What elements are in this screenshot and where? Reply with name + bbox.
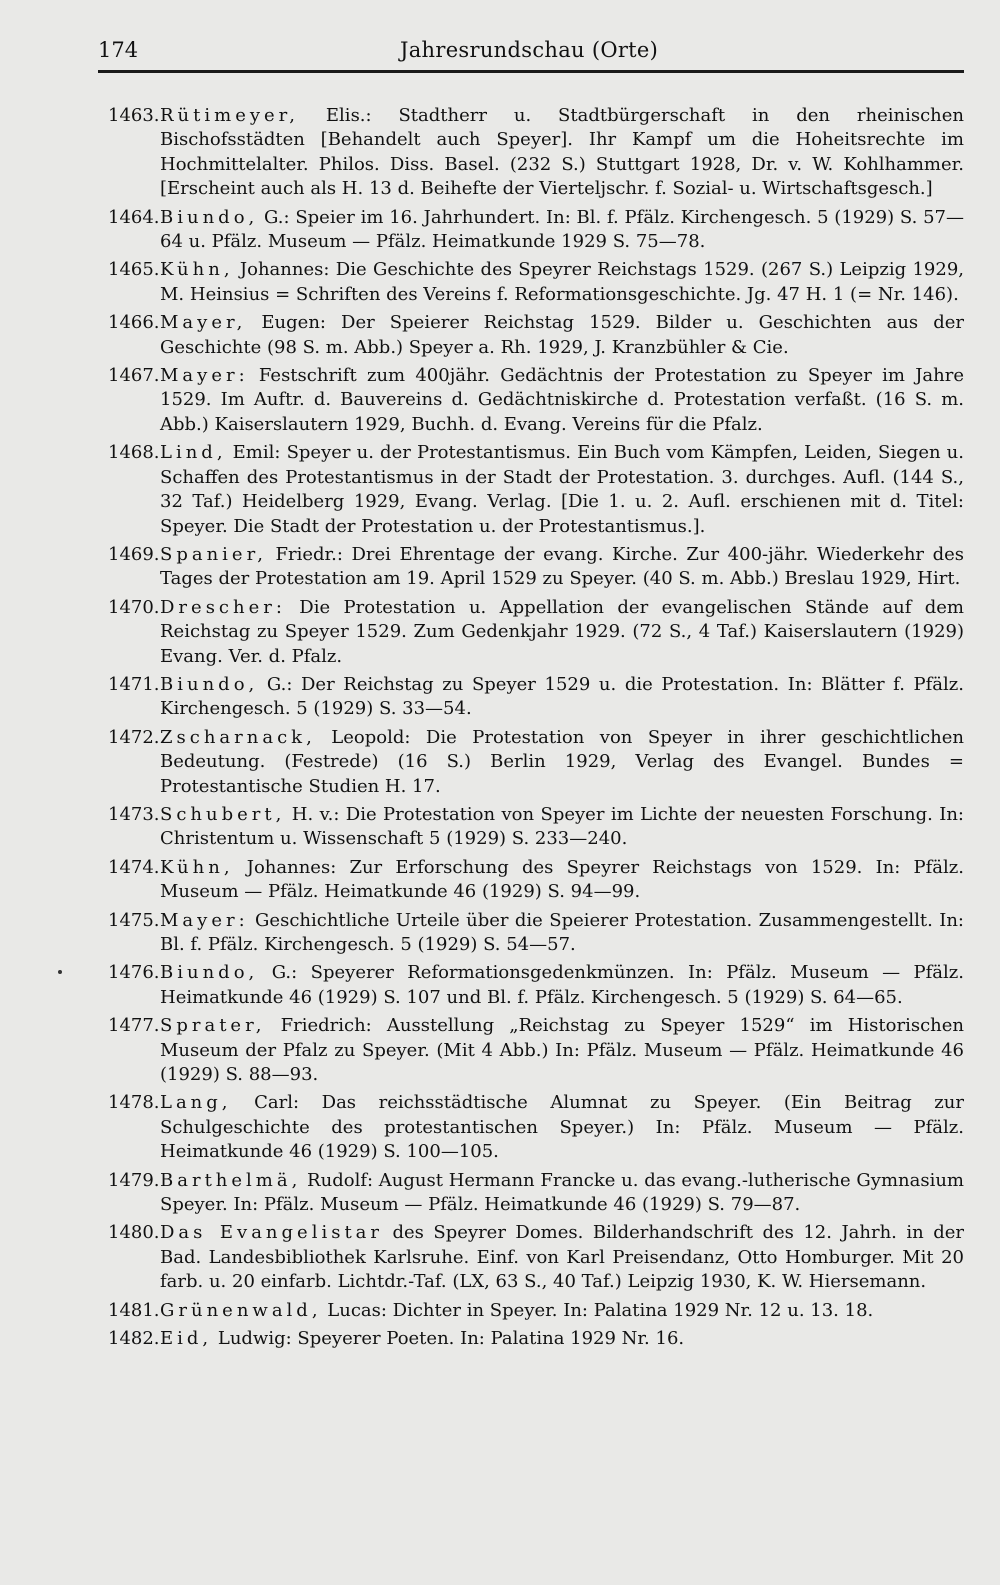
- entry-number: 1481.: [108, 1299, 160, 1321]
- entry-text: Friedr.: Drei Ehrentage der evang. Kirche. Zur 400-jähr. Wiederkehr des Tages der Protestation am 19. April 1529 zu Speyer. (40 S. m. Abb.) Breslau 1929, Hirt.: [160, 543, 964, 590]
- bibliography-entry: [108, 441, 964, 539]
- entry-text: Carl: Das reichsstädtische Alumnat zu Speyer. (Ein Beitrag zur Schulgeschichte des protestantischen Speyer.) In: Pfälz. Museum — Pfälz. Heimatkunde 46 (1929) S. 100—105.: [160, 1092, 964, 1163]
- bibliography-entry: [108, 1327, 964, 1351]
- entry-text: G.: Der Reichstag zu Speyer 1529 u. die Protestation. In: Blätter f. Pfälz. Kirchengesch. 5 (1929) S. 33—54.: [160, 673, 964, 720]
- entry-number: 1475.: [108, 909, 160, 931]
- entry-text: Festschrift zum 400jähr. Gedächtnis der Protestation zu Speyer im Jahre 1529. Im Auftr. d. Bauvereins d. Gedächtniskirche d. Protestation verfaßt. (16 S. m. Abb.) Kaiserslautern 1929, Buchh. d. Evang. Vereins für die Pfalz.: [160, 365, 964, 435]
- bibliography-entry: [108, 909, 964, 958]
- entry-author: Mayer,: [160, 312, 247, 334]
- entry-text: Johannes: Zur Erforschung des Speyrer Reichstags von 1529. In: Pfälz. Museum — Pfälz. Heimatkunde 46 (1929) S. 94—99.: [160, 856, 964, 903]
- bibliography-entry: [108, 1221, 964, 1294]
- entry-author: Lind,: [160, 442, 227, 464]
- bibliography-entry: [108, 596, 964, 669]
- entry-number: 1474.: [108, 856, 160, 878]
- entry-number: 1480.: [108, 1222, 160, 1244]
- entry-number: 1468.: [108, 442, 160, 464]
- bibliography-entry: [108, 803, 964, 852]
- entry-number: 1465.: [108, 259, 160, 281]
- entry-number: 1466.: [108, 312, 160, 334]
- entry-author: Biundo,: [160, 673, 259, 695]
- entry-number: 1482.: [108, 1328, 160, 1350]
- entry-number: 1472.: [108, 726, 160, 748]
- bibliography-entry: [108, 311, 964, 360]
- entry-text: Emil: Speyer u. der Protestantismus. Ein Buch vom Kämpfen, Leiden, Siegen u. Schaffen des Protestantismus in der Stadt der Protestation. 3. durchges. Aufl. (144 S., 32 Taf.) Heidelberg 1929, Evang. Verlag. [Die 1. u. 2. Aufl. erschienen mit d. Titel: Speyer. Die Stadt der Protestation u. der Protestantismus.].: [160, 442, 964, 537]
- entry-text: Ludwig: Speyerer Poeten. In: Palatina 1929 Nr. 16.: [212, 1328, 685, 1350]
- entry-text: Lucas: Dichter in Speyer. In: Palatina 1929 Nr. 12 u. 13. 18.: [321, 1299, 874, 1321]
- entry-text: G.: Speyerer Reformationsgedenkmünzen. In: Pfälz. Museum — Pfälz. Heimatkunde 46 (1929) S. 107 und Bl. f. Pfälz. Kirchengesch. 5 (1929) S. 64—65.: [160, 962, 964, 1008]
- bibliography-entry: [108, 1014, 964, 1087]
- entry-number: 1473.: [108, 803, 160, 825]
- entry-number: 1464.: [108, 206, 160, 228]
- entry-author: Grünenwald,: [160, 1299, 322, 1321]
- entry-text: G.: Speier im 16. Jahrhundert. In: Bl. f. Pfälz. Kirchengesch. 5 (1929) S. 57—64 u. Pfälz. Museum — Pfälz. Heimatkunde 1929 S. 75—78.: [160, 206, 964, 253]
- entry-text: Die Protestation u. Appellation der evangelischen Stände auf dem Reichstag zu Speyer 1529. Zum Gedenkjahr 1929. (72 S., 4 Taf.) Kaiserslautern (1929) Evang. Ver. d. Pfalz.: [160, 596, 964, 667]
- entry-number: 1478.: [108, 1092, 160, 1114]
- entry-author: Eid,: [160, 1328, 213, 1350]
- bibliography-entry: [108, 726, 964, 799]
- entry-author: Kühn,: [160, 259, 234, 281]
- entry-author: Drescher:: [160, 596, 286, 618]
- entry-text: Friedrich: Ausstellung „Reichstag zu Speyer 1529“ im Historischen Museum der Pfalz zu Speyer. (Mit 4 Abb.) In: Pfälz. Museum — Pfälz. Heimatkunde 46 (1929) S. 88—93.: [160, 1015, 964, 1086]
- bibliography-entry: [108, 206, 964, 255]
- entry-number: 1476.: [108, 962, 160, 984]
- bibliography-entry: [108, 1091, 964, 1164]
- entry-number: 1470.: [108, 596, 160, 618]
- entry-number: 1479.: [108, 1169, 160, 1191]
- entry-text: Johannes: Die Geschichte des Speyrer Reichstags 1529. (267 S.) Leipzig 1929, M. Heinsius = Schriften des Vereins f. Reformationsgeschichte. Jg. 47 H. 1 (= Nr. 146).: [160, 259, 964, 305]
- entry-text: des Speyrer Domes. Bilderhandschrift des 12. Jahrh. in der Bad. Landesbibliothek Karlsruhe. Einf. von Karl Preisendanz, Otto Homburger. Mit 20 farb. u. 20 einfarb. Lichtdr.-Taf. (LX, 63 S., 40 Taf.) Leipzig 1930, K. W. Hiersemann.: [160, 1222, 964, 1293]
- entry-author: Sprater,: [160, 1015, 266, 1037]
- entry-text: Eugen: Der Speierer Reichstag 1529. Bilder u. Geschichten aus der Geschichte (98 S. m. Abb.) Speyer a. Rh. 1929, J. Kranzbühler & Cie.: [160, 312, 964, 358]
- entry-text: Elis.: Stadtherr u. Stadtbürgerschaft in den rheinischen Bischofsstädten [Behandelt auch Speyer]. Ihr Kampf um die Hoheitsrechte im Hochmittelalter. Philos. Diss. Basel. (232 S.) Stuttgart 1928, Dr. v. W. Kohlhammer. [Erscheint auch als H. 13 d. Beihefte der Vierteljschr. f. Sozial- u. Wirtschaftsgesch.]: [160, 105, 964, 200]
- entry-number: 1463.: [108, 105, 160, 126]
- entry-author: Biundo,: [160, 962, 259, 984]
- entry-number: 1467.: [108, 365, 160, 387]
- entry-number: 1471.: [108, 673, 160, 695]
- entry-author: Das Evangelistar: [160, 1222, 384, 1244]
- bibliography-entry: [108, 104, 964, 202]
- bibliography-entry: [108, 543, 964, 592]
- entry-author: Schubert,: [160, 803, 286, 825]
- page-number: 174: [98, 38, 139, 62]
- running-title: Jahresrundschau (Orte): [400, 38, 659, 62]
- entry-author: Mayer:: [160, 909, 249, 931]
- entry-text: H. v.: Die Protestation von Speyer im Lichte der neuesten Forschung. In: Christentum u. Wissenschaft 5 (1929) S. 233—240.: [160, 803, 964, 850]
- print-speck: [58, 970, 62, 974]
- bibliography-entry: [108, 364, 964, 437]
- entry-author: Biundo,: [160, 206, 259, 228]
- entry-author: Lang,: [160, 1092, 232, 1114]
- page-header: [98, 34, 964, 73]
- entry-author: Mayer:: [160, 365, 249, 387]
- entry-number: 1477.: [108, 1015, 160, 1037]
- entry-author: Rütimeyer,: [160, 105, 300, 126]
- entry-author: Kühn,: [160, 856, 234, 878]
- bibliography-list: [108, 104, 964, 1356]
- bibliography-entry: [108, 673, 964, 722]
- entry-author: Zscharnack,: [160, 726, 316, 748]
- bibliography-entry: [108, 1299, 964, 1323]
- entry-text: Geschichtliche Urteile über die Speierer Protestation. Zusammengestellt. In: Bl. f. Pfälz. Kirchengesch. 5 (1929) S. 54—57.: [160, 909, 964, 955]
- entry-author: Spanier,: [160, 543, 267, 565]
- bibliography-entry: [108, 961, 964, 1010]
- entry-text: Leopold: Die Protestation von Speyer in ihrer geschichtlichen Bedeutung. (Festrede) (16 S.) Berlin 1929, Verlag des Evangel. Bundes = Protestantische Studien H. 17.: [160, 726, 964, 797]
- entry-number: 1469.: [108, 543, 160, 565]
- bibliography-entry: [108, 258, 964, 307]
- entry-text: Rudolf: August Hermann Francke u. das evang.-lutherische Gymnasium Speyer. In: Pfälz. Museum — Pfälz. Heimatkunde 46 (1929) S. 79—87.: [160, 1169, 964, 1216]
- bibliography-entry: [108, 856, 964, 905]
- bibliography-entry: [108, 1169, 964, 1218]
- entry-author: Barthelmä,: [160, 1169, 302, 1191]
